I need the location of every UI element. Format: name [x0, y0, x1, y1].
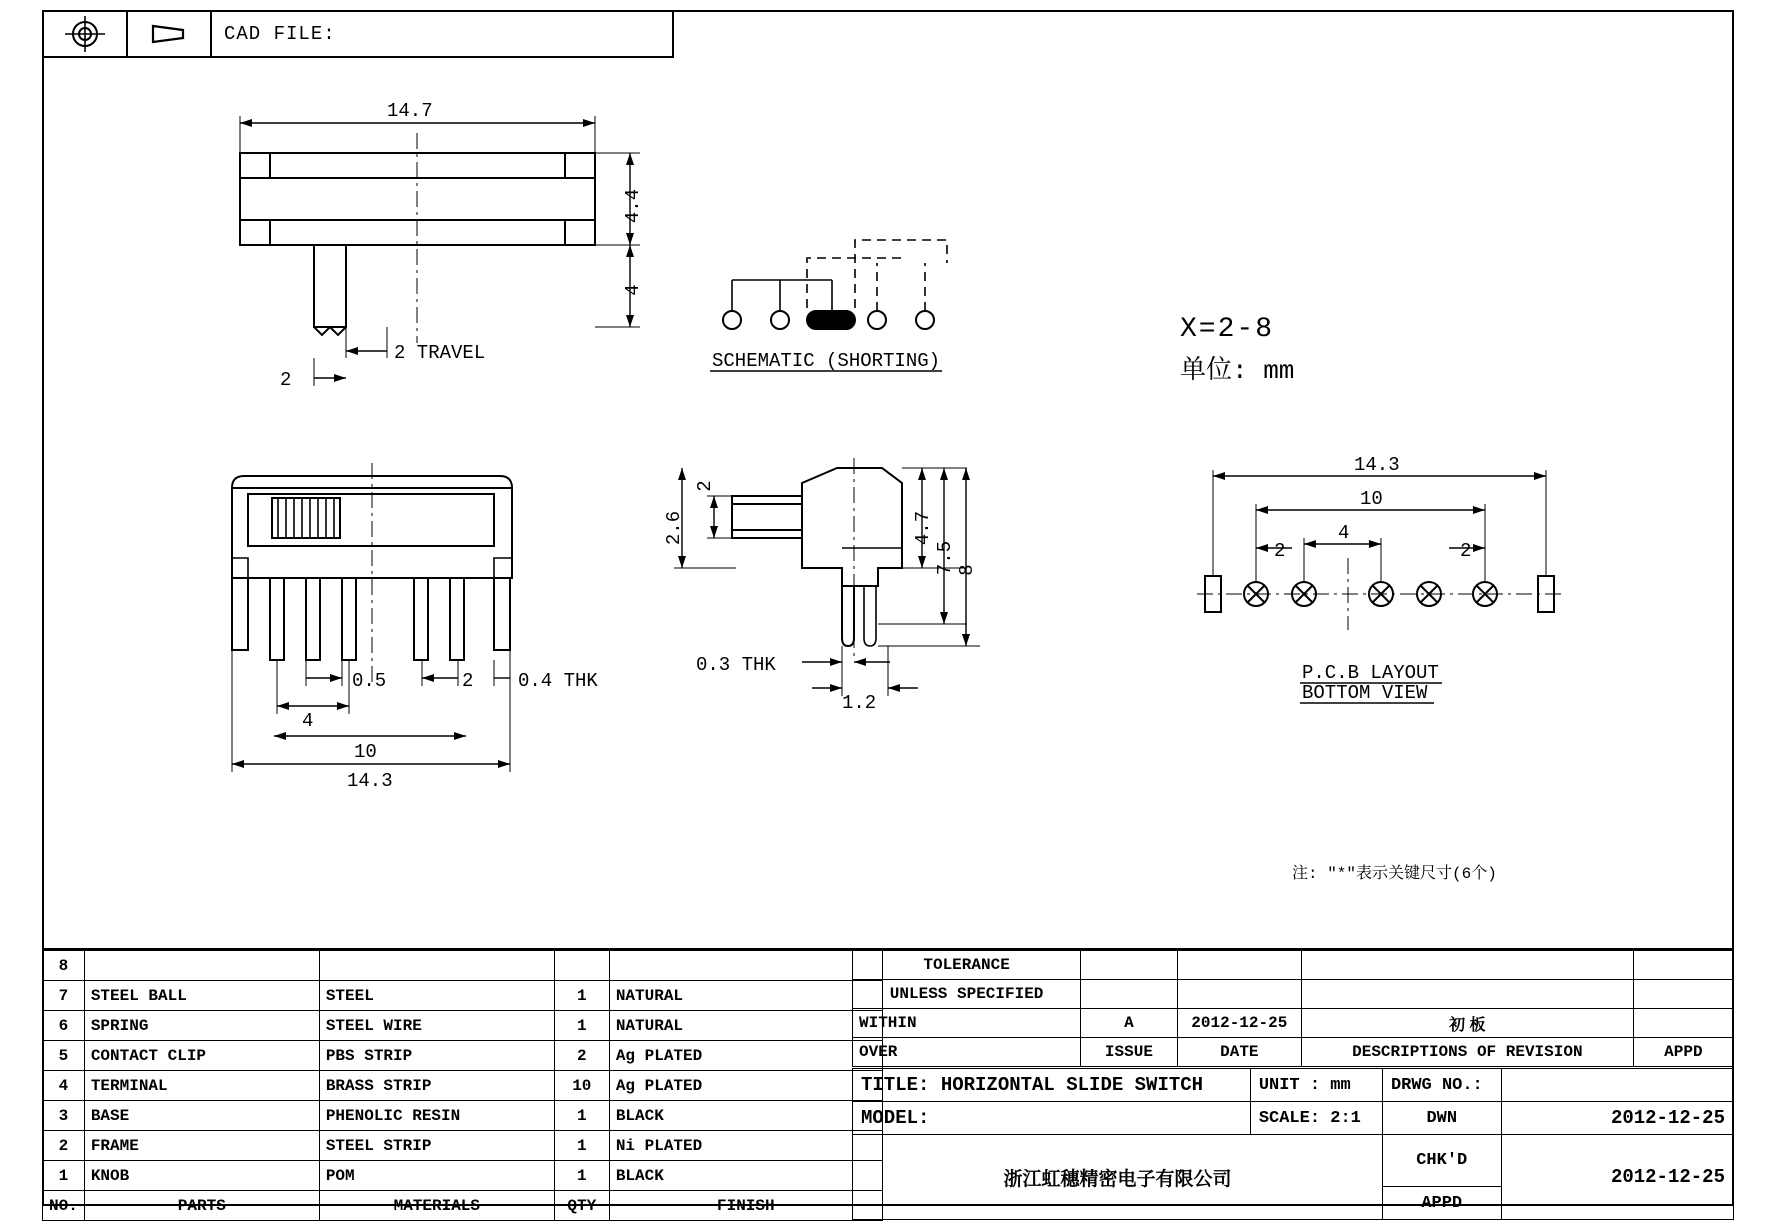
bom-finish: NATURAL [609, 1011, 882, 1041]
bom-no: 5 [43, 1041, 85, 1071]
pcb-caption-line2: BOTTOM VIEW [1302, 682, 1428, 704]
taper-symbol-icon [137, 14, 201, 54]
bom-no: 6 [43, 1011, 85, 1041]
model-label: MODEL: [853, 1102, 1251, 1135]
x-range-note: X=2-8 [1180, 314, 1275, 345]
bom-no: 8 [43, 951, 85, 981]
dim-4-4: 4.4 [622, 188, 644, 224]
tolerance-over-row [853, 1038, 1734, 1067]
chkd-label: CHK'D [1382, 1135, 1501, 1187]
schematic-caption [710, 350, 942, 372]
dim-2-travel: 2 TRAVEL [394, 342, 486, 364]
dim-14-3-pcb: 14.3 [1354, 454, 1400, 476]
tolerance-over [853, 1038, 1081, 1067]
bom-qty: 1 [554, 1011, 609, 1041]
bom-material: PBS STRIP [319, 1041, 554, 1071]
appd-date: 2012-12-25 [1610, 1166, 1725, 1188]
dim-8: 8 [956, 564, 978, 576]
rev-blank-5 [1081, 980, 1177, 1009]
bom-part: TERMINAL [84, 1071, 319, 1101]
bom-header-qty: QTY [554, 1191, 609, 1221]
dim-2-pcb-right: 2 [1460, 540, 1472, 562]
scale-label: SCALE: 2:1 [1250, 1102, 1382, 1135]
drawing-title: TITLE: HORIZONTAL SLIDE SWITCH [853, 1069, 1251, 1102]
bom-header-parts: PARTS [84, 1191, 319, 1221]
bom-finish: NATURAL [609, 981, 882, 1011]
tolerance-revision-table [852, 950, 1734, 1067]
bom-qty: 1 [554, 1131, 609, 1161]
bom-table [42, 950, 883, 1221]
dim-2-side: 2 [694, 480, 716, 492]
rev-blank-3 [1301, 951, 1633, 980]
table-row [43, 1131, 883, 1161]
rev-blank-7 [1301, 980, 1633, 1009]
dim-2-front: 2 [462, 670, 474, 692]
bom-qty: 1 [554, 1161, 609, 1191]
bom-finish [609, 951, 882, 981]
table-row [43, 1041, 883, 1071]
bom-part: STEEL BALL [84, 981, 319, 1011]
revision-issue-label: ISSUE [1081, 1038, 1177, 1067]
tolerance-within-label: WITHIN [859, 1014, 917, 1032]
bom-qty: 10 [554, 1071, 609, 1101]
bom-finish: Ag PLATED [609, 1041, 882, 1071]
bom-part: FRAME [84, 1131, 319, 1161]
bom-no: 7 [43, 981, 85, 1011]
unit-label: UNIT : mm [1250, 1069, 1382, 1102]
bom-header-finish: FINISH [609, 1191, 882, 1221]
table-row [43, 981, 883, 1011]
projection-symbol-cell [44, 12, 128, 56]
table-row [43, 1161, 883, 1191]
front-view [232, 463, 512, 772]
appd-cell [1501, 1135, 1733, 1220]
table-row [43, 1101, 883, 1131]
drawing-area [42, 58, 1734, 948]
bom-no: 2 [43, 1131, 85, 1161]
bom-material [319, 951, 554, 981]
bom-part: KNOB [84, 1161, 319, 1191]
schematic-view [723, 240, 947, 329]
cad-file-label: CAD FILE: [224, 23, 336, 45]
bom-material: STEEL [319, 981, 554, 1011]
bom-part: BASE [84, 1101, 319, 1131]
bom-finish: BLACK [609, 1161, 882, 1191]
bom-part: CONTACT CLIP [84, 1041, 319, 1071]
dim-1-2: 1.2 [842, 692, 877, 714]
bom-qty: 1 [554, 981, 609, 1011]
bom-material: STEEL STRIP [319, 1131, 554, 1161]
bom-material: POM [319, 1161, 554, 1191]
tolerance-title-row [853, 951, 1734, 980]
tolerance-subtitle: UNLESS SPECIFIED [853, 980, 1081, 1009]
dim-4-7: 4.7 [912, 510, 934, 546]
dim-14-3-front: 14.3 [347, 770, 393, 792]
bom-material: BRASS STRIP [319, 1071, 554, 1101]
bom-finish: Ag PLATED [609, 1071, 882, 1101]
title-row [853, 1069, 1734, 1102]
taper-symbol-cell [128, 12, 212, 56]
header-box [42, 10, 674, 58]
rev-blank-4 [1633, 951, 1733, 980]
front-view-dimension-labels [302, 670, 598, 792]
bom-no: 1 [43, 1161, 85, 1191]
bom-finish: BLACK [609, 1101, 882, 1131]
unit-note: 单位: mm [1180, 356, 1295, 386]
dim-10-front: 10 [354, 741, 377, 763]
tolerance-within-row [853, 1009, 1734, 1038]
dim-7-5: 7.5 [934, 540, 956, 576]
revision-desc-label: DESCRIPTIONS OF REVISION [1301, 1038, 1633, 1067]
title-block-table [852, 1068, 1734, 1220]
company-row [853, 1135, 1734, 1187]
dim-4: 4 [622, 284, 644, 296]
tolerance-subtitle-row [853, 980, 1734, 1009]
rev-blank-1 [1081, 951, 1177, 980]
appd-label: APPD [1382, 1187, 1501, 1220]
drwg-no-label: DRWG NO.: [1382, 1069, 1501, 1102]
revision-date-label: DATE [1177, 1038, 1301, 1067]
revision-appd-value [1633, 1009, 1733, 1038]
bom-qty: 1 [554, 1101, 609, 1131]
tolerance-within [853, 1009, 1081, 1038]
bom-qty: 2 [554, 1041, 609, 1071]
dim-10-pcb: 10 [1360, 488, 1383, 510]
schematic-caption-text: SCHEMATIC (SHORTING) [712, 350, 941, 372]
dwn-cell [1501, 1102, 1733, 1135]
rev-blank-6 [1177, 980, 1301, 1009]
dim-2-pcb-left: 2 [1274, 540, 1286, 562]
table-header-row [43, 1191, 883, 1221]
dwn-date: 2012-12-25 [1610, 1107, 1725, 1129]
table-row [43, 1071, 883, 1101]
model-row [853, 1102, 1734, 1135]
bom-part: SPRING [84, 1011, 319, 1041]
drwg-no-value [1501, 1069, 1733, 1102]
bom-part [84, 951, 319, 981]
side-view-dimension-labels [663, 480, 978, 714]
bom-header-materials: MATERIALS [319, 1191, 554, 1221]
revision-date-value: 2012-12-25 [1177, 1009, 1301, 1038]
table-row [43, 1011, 883, 1041]
dim-14-7: 14.7 [387, 100, 433, 122]
company-name: 浙江虹穗精密电子有限公司 [853, 1135, 1383, 1220]
cad-file-field[interactable] [212, 12, 672, 56]
dim-2-6: 2.6 [663, 510, 685, 546]
bom-material: PHENOLIC RESIN [319, 1101, 554, 1131]
dwn-label: DWN [1382, 1102, 1501, 1135]
dim-0-3-thk: 0.3 THK [696, 654, 776, 676]
bom-material: STEEL WIRE [319, 1011, 554, 1041]
rev-blank-8 [1633, 980, 1733, 1009]
bom-header-no: NO. [43, 1191, 85, 1221]
bom-qty [554, 951, 609, 981]
dim-0-4-thk: 0.4 THK [518, 670, 598, 692]
key-dimension-note: 注: "*"表示关键尺寸(6个) [1292, 865, 1497, 883]
bom-no: 4 [43, 1071, 85, 1101]
revision-desc-value: 初 板 [1301, 1009, 1633, 1038]
bom-no: 3 [43, 1101, 85, 1131]
dim-4-pcb: 4 [1338, 522, 1350, 544]
tolerance-over-label: OVER [859, 1043, 898, 1061]
dim-0-5: 0.5 [352, 670, 387, 692]
rev-blank-2 [1177, 951, 1301, 980]
bom-finish: Ni PLATED [609, 1131, 882, 1161]
table-row [43, 951, 883, 981]
dim-4-front: 4 [302, 710, 314, 732]
pcb-caption-line1: P.C.B LAYOUT [1302, 662, 1439, 684]
tolerance-title: TOLERANCE [853, 951, 1081, 980]
first-angle-projection-icon [53, 14, 117, 54]
revision-issue-value: A [1081, 1009, 1177, 1038]
pcb-caption [1300, 662, 1442, 704]
revision-appd-label: APPD [1633, 1038, 1733, 1067]
title-and-bom-block [42, 948, 1734, 1215]
dim-2-top: 2 [280, 369, 292, 391]
